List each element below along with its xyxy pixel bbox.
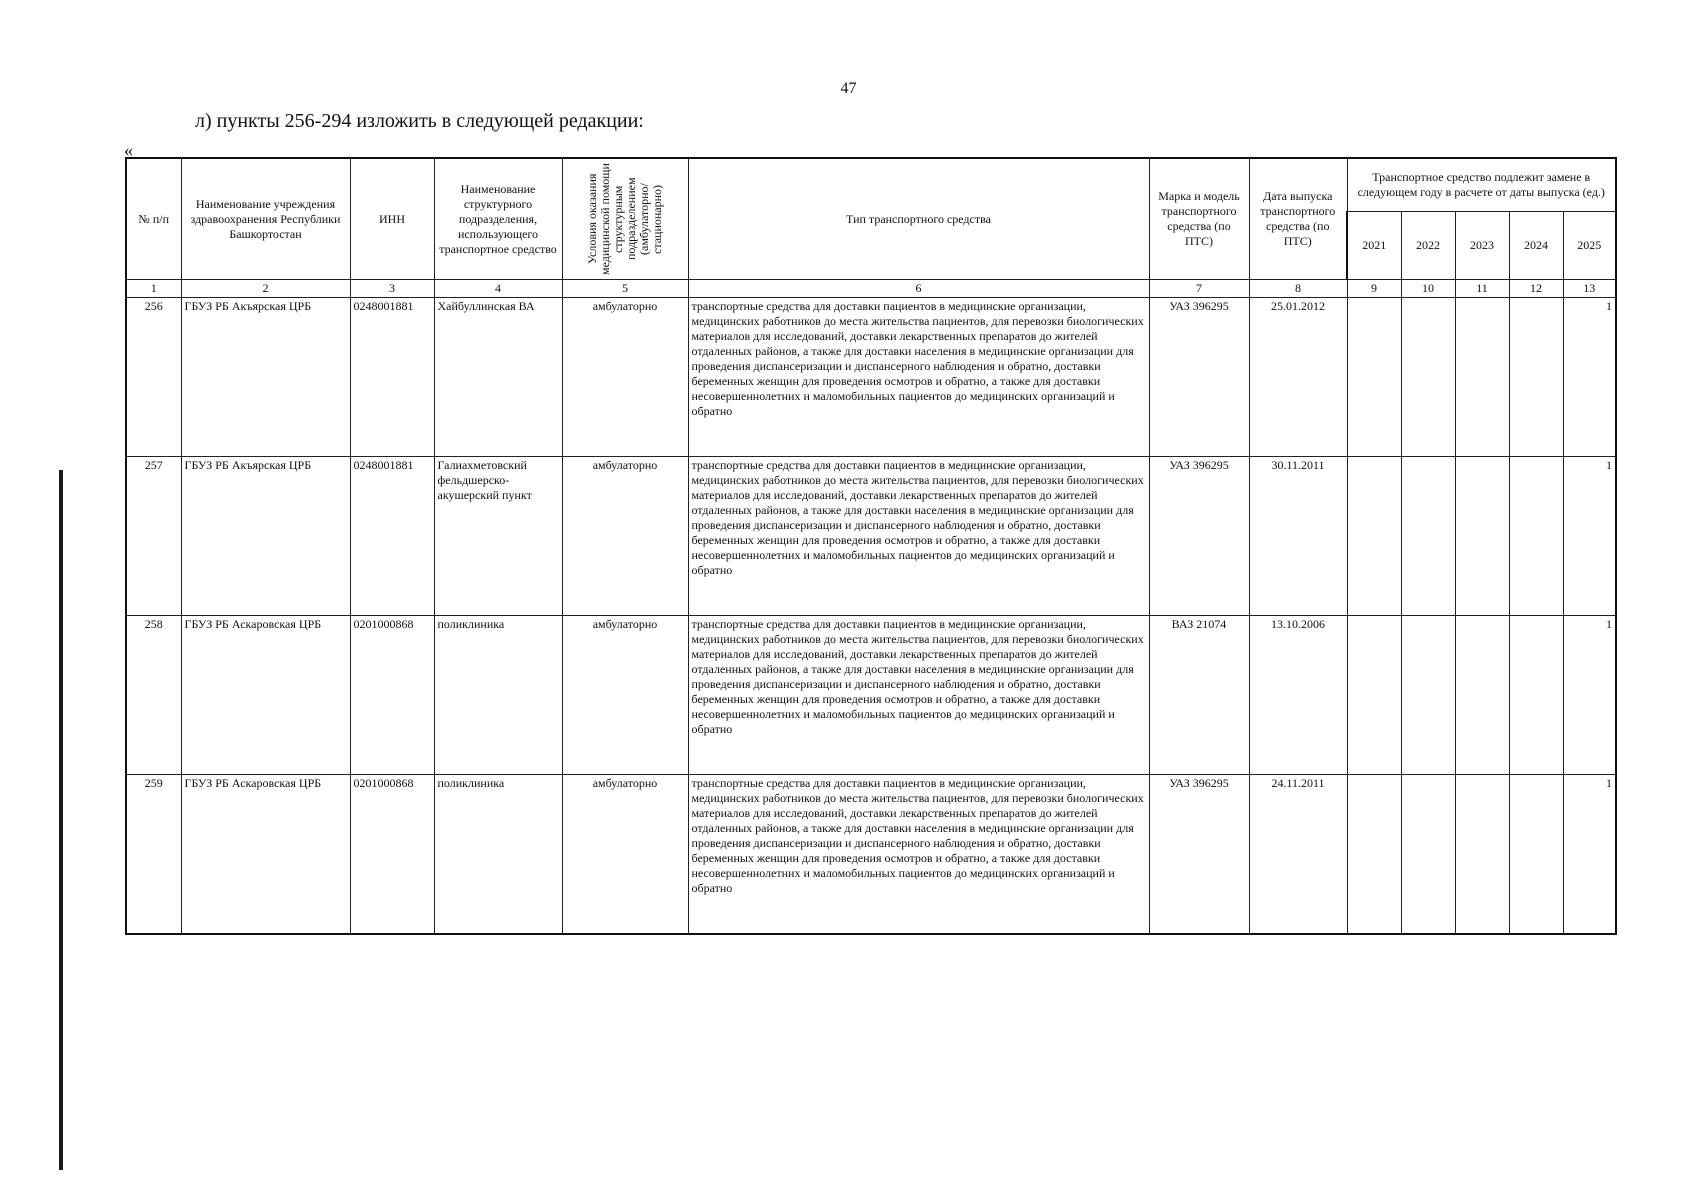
cell-year-2024 [1509, 616, 1563, 775]
vehicle-table [125, 157, 1617, 935]
column-number: 6 [688, 280, 1149, 298]
cell-subdivision: поликлиника [434, 616, 562, 775]
intro-text: л) пункты 256-294 изложить в следующей редакции: [195, 110, 644, 132]
column-number: 12 [1509, 280, 1563, 298]
cell-year-2025: 1 [1563, 775, 1616, 935]
column-number: 2 [181, 280, 350, 298]
cell-conditions: амбулаторно [562, 775, 688, 935]
table-row [126, 775, 1616, 935]
cell-vehicle-type: транспортные средства для доставки пациентов в медицинские организации, медицинских работников до места жительства пациентов, для перевозки биологических материалов для исследований, доставки лекарственных препаратов до жителей отдаленных районов, а также для доставки населения в медицинские организации для проведения диспансеризации и диспансерного наблюдения и обратно, доставки беременных женщин для проведения осмотров и обратно, а также для доставки несовершеннолетних и маломобильных пациентов до медицинских организаций и обратно [688, 457, 1149, 616]
column-number: 11 [1455, 280, 1509, 298]
opening-quote-mark: « [124, 140, 133, 160]
cell-institution: ГБУЗ РБ Аскаровская ЦРБ [181, 616, 350, 775]
header-institution: Наименование учреждения здравоохранения Республики Башкортостан [181, 158, 350, 280]
cell-issue-date: 13.10.2006 [1249, 616, 1347, 775]
header-year-2025: 2025 [1563, 212, 1616, 280]
cell-year-2021 [1347, 457, 1401, 616]
cell-year-2022 [1401, 457, 1455, 616]
cell-year-2022 [1401, 616, 1455, 775]
cell-subdivision: Галиахметовский фельдшерско-акушерский пункт [434, 457, 562, 616]
cell-institution: ГБУЗ РБ Акъярская ЦРБ [181, 298, 350, 457]
cell-num: 258 [126, 616, 181, 775]
header-brand: Марка и модель транспортного средства (по ПТС) [1149, 158, 1249, 280]
cell-inn: 0201000868 [350, 616, 434, 775]
cell-brand: УАЗ 396295 [1149, 298, 1249, 457]
header-issue-date: Дата выпуска транспортного средства (по ПТС) [1249, 158, 1347, 280]
cell-brand: ВАЗ 21074 [1149, 616, 1249, 775]
column-number: 8 [1249, 280, 1347, 298]
cell-vehicle-type: транспортные средства для доставки пациентов в медицинские организации, медицинских работников до места жительства пациентов, для перевозки биологических материалов для исследований, доставки лекарственных препаратов до жителей отдаленных районов, а также для доставки населения в медицинские организации для проведения диспансеризации и диспансерного наблюдения и обратно, доставки беременных женщин для проведения осмотров и обратно, а также для доставки несовершеннолетних и маломобильных пациентов до медицинских организаций и обратно [688, 298, 1149, 457]
cell-conditions: амбулаторно [562, 298, 688, 457]
cell-issue-date: 24.11.2011 [1249, 775, 1347, 935]
header-conditions-text: Условия оказания медицинской помощи структурным подразделением (амбулаторно/ стационарно) [585, 163, 664, 275]
cell-inn: 0248001881 [350, 298, 434, 457]
cell-conditions: амбулаторно [562, 457, 688, 616]
header-inn: ИНН [350, 158, 434, 280]
header-vehicle-type: Тип транспортного средства [688, 158, 1149, 280]
cell-year-2023 [1455, 775, 1509, 935]
cell-year-2021 [1347, 616, 1401, 775]
table-row [126, 457, 1616, 616]
cell-conditions: амбулаторно [562, 616, 688, 775]
cell-year-2024 [1509, 775, 1563, 935]
cell-vehicle-type: транспортные средства для доставки пациентов в медицинские организации, медицинских работников до места жительства пациентов, для перевозки биологических материалов для исследований, доставки лекарственных препаратов до жителей отдаленных районов, а также для доставки населения в медицинские организации для проведения диспансеризации и диспансерного наблюдения и обратно, доставки беременных женщин для проведения осмотров и обратно, а также для доставки несовершеннолетних и маломобильных пациентов до медицинских организаций и обратно [688, 775, 1149, 935]
cell-year-2025: 1 [1563, 616, 1616, 775]
cell-year-2021 [1347, 298, 1401, 457]
cell-inn: 0201000868 [350, 775, 434, 935]
table-row [126, 298, 1616, 457]
header-year-2024: 2024 [1509, 212, 1563, 280]
column-number: 4 [434, 280, 562, 298]
cell-brand: УАЗ 396295 [1149, 775, 1249, 935]
cell-num: 257 [126, 457, 181, 616]
cell-year-2023 [1455, 457, 1509, 616]
header-year-2023: 2023 [1455, 212, 1509, 280]
header-year-2022: 2022 [1401, 212, 1455, 280]
cell-year-2022 [1401, 298, 1455, 457]
header-subdivision: Наименование структурного подразделения, использующего транспортное средство [434, 158, 562, 280]
table-row [126, 616, 1616, 775]
cell-num: 256 [126, 298, 181, 457]
column-number: 13 [1563, 280, 1616, 298]
page-number: 47 [840, 80, 857, 97]
cell-issue-date: 25.01.2012 [1249, 298, 1347, 457]
cell-year-2024 [1509, 457, 1563, 616]
cell-subdivision: поликлиника [434, 775, 562, 935]
column-number: 5 [562, 280, 688, 298]
cell-year-2025: 1 [1563, 298, 1616, 457]
column-number: 9 [1347, 280, 1401, 298]
column-number: 10 [1401, 280, 1455, 298]
cell-year-2025: 1 [1563, 457, 1616, 616]
cell-year-2021 [1347, 775, 1401, 935]
cell-subdivision: Хайбуллинская ВА [434, 298, 562, 457]
cell-brand: УАЗ 396295 [1149, 457, 1249, 616]
cell-year-2023 [1455, 616, 1509, 775]
header-conditions [562, 158, 688, 280]
cell-inn: 0248001881 [350, 457, 434, 616]
column-number: 7 [1149, 280, 1249, 298]
cell-year-2023 [1455, 298, 1509, 457]
cell-institution: ГБУЗ РБ Акъярская ЦРБ [181, 457, 350, 616]
cell-institution: ГБУЗ РБ Аскаровская ЦРБ [181, 775, 350, 935]
cell-vehicle-type: транспортные средства для доставки пациентов в медицинские организации, медицинских работников до места жительства пациентов, для перевозки биологических материалов для исследований, доставки лекарственных препаратов до жителей отдаленных районов, а также для доставки населения в медицинские организации для проведения диспансеризации и диспансерного наблюдения и обратно, доставки беременных женщин для проведения осмотров и обратно, а также для доставки несовершеннолетних и маломобильных пациентов до медицинских организаций и обратно [688, 616, 1149, 775]
column-number: 3 [350, 280, 434, 298]
column-numbering-row [126, 280, 1616, 298]
header-num: № п/п [126, 158, 181, 280]
scan-edge-mark [59, 470, 63, 1170]
cell-num: 259 [126, 775, 181, 935]
header-replacement-group: Транспортное средство подлежит замене в следующем году в расчете от даты выпуска (ед.) [1347, 158, 1616, 212]
cell-issue-date: 30.11.2011 [1249, 457, 1347, 616]
cell-year-2022 [1401, 775, 1455, 935]
column-number: 1 [126, 280, 181, 298]
cell-year-2024 [1509, 298, 1563, 457]
header-year-2021: 2021 [1347, 212, 1401, 280]
